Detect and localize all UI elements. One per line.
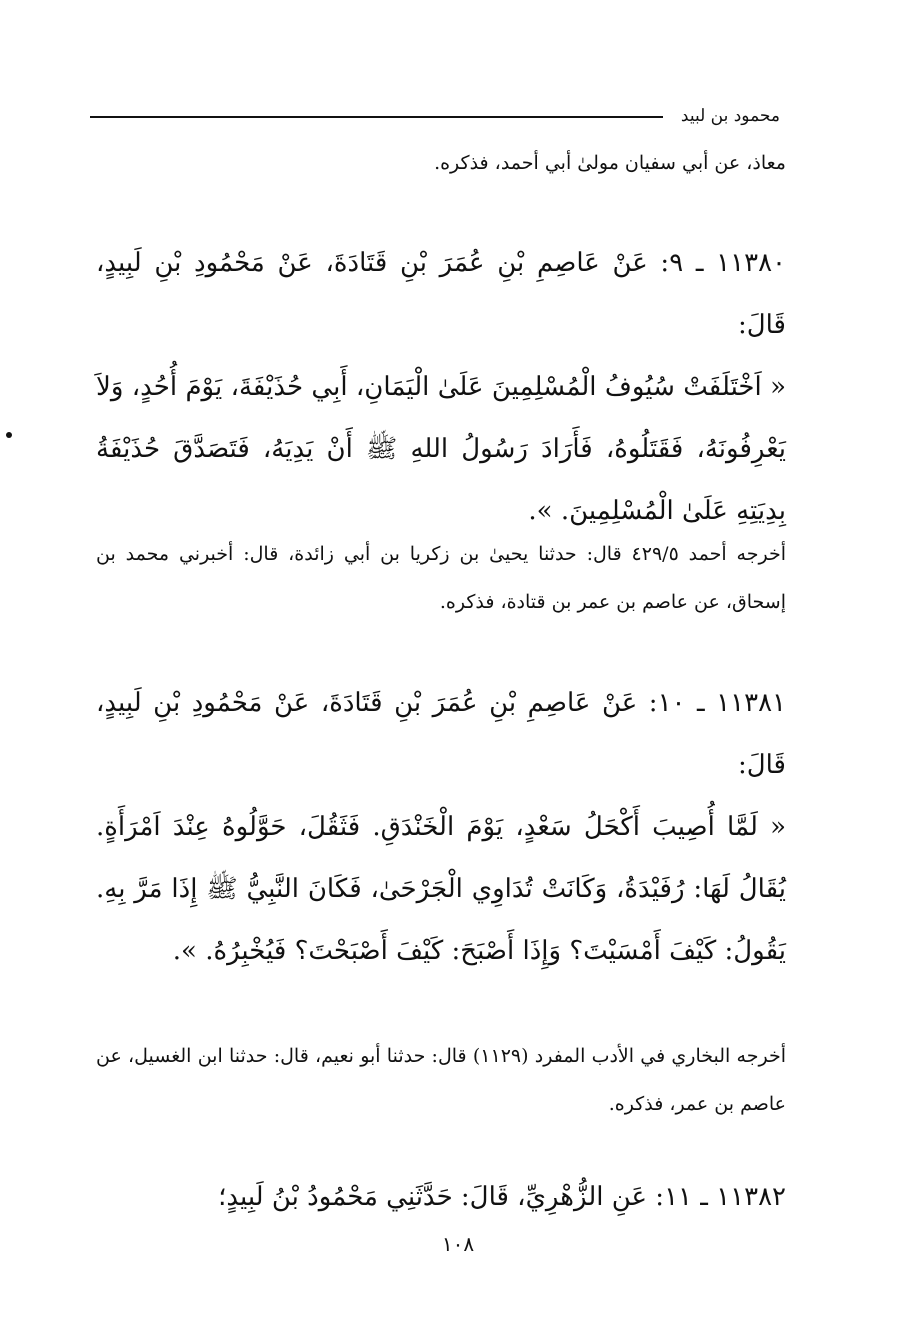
hadith-1380-text: « اَخْتَلَفَتْ سُيُوفُ الْمُسْلِمِينَ عَلَىٰ الْيَمَانِ، أَبِي حُذَيْفَةَ، يَوْمَ أُحُدٍ، وَلاَ يَعْرِفُونَهُ، فَقَتَلُوهُ، فَأَرَادَ رَسُولُ اللهِ ﷺ أَنْ يَدِيَهُ، فَتَصَدَّقَ حُذَيْفَةُ بِدِيَتِهِ عَلَىٰ الْمُسْلِمِينَ. ».	[96, 372, 787, 526]
continuation-block	[96, 140, 786, 186]
takhrij-1380	[96, 530, 786, 626]
hadith-1382-heading: ١١٣٨٢ ـ ١١: عَنِ الزُّهْرِيِّ، قَالَ: حَدَّثَنِي مَحْمُودُ بْنُ لَبِيدٍ؛	[218, 1182, 786, 1212]
margin-mark	[6, 432, 12, 438]
takhrij-1381	[96, 1032, 786, 1128]
hadith-1381-heading: ١١٣٨١ ـ ١٠: عَنْ عَاصِمِ بْنِ عُمَرَ بْنِ قَتَادَةَ، عَنْ مَحْمُودِ بْنِ لَبِيدٍ، قَالَ:	[96, 688, 786, 780]
running-header	[90, 98, 780, 134]
hadith-1381	[96, 672, 786, 982]
hadith-1380	[96, 232, 786, 542]
takhrij-1380-text: أخرجه أحمد ٤٢٩/٥ قال: حدثنا يحيىٰ بن زكريا بن أبي زائدة، قال: أخبرني محمد بن إسحاق، عن عاصم بن عمر بن قتادة، فذكره.	[96, 543, 786, 613]
hadith-1381-text: « لَمَّا أُصِيبَ أَكْحَلُ سَعْدٍ، يَوْمَ الْخَنْدَقِ. فَثَقُلَ، حَوَّلُوهُ عِنْدَ اَمْرَأَةٍ. يُقَالُ لَهَا: رُفَيْدَةُ، وَكَانَتْ تُدَاوِي الْجَرْحَىٰ، فَكَانَ النَّبِيُّ ﷺ إِذَا مَرَّ بِهِ. يَقُولُ: كَيْفَ أَمْسَيْتَ؟ وَإِذَا أَصْبَحَ: كَيْفَ أَصْبَحْتَ؟ فَيُخْبِرُهُ. ».	[96, 812, 786, 966]
takhrij-1381-text: أخرجه البخاري في الأدب المفرد (١١٢٩) قال: حدثنا أبو نعيم، قال: حدثنا ابن الغسيل، عن عاصم بن عمر، فذكره.	[96, 1045, 786, 1115]
continuation-text: معاذ، عن أبي سفيان مولىٰ أبي أحمد، فذكره.	[434, 152, 786, 174]
hadith-1380-heading: ١١٣٨٠ ـ ٩: عَنْ عَاصِمِ بْنِ عُمَرَ بْنِ قَتَادَةَ، عَنْ مَحْمُودِ بْنِ لَبِيدٍ، قَالَ:	[96, 248, 786, 340]
header-rule	[90, 116, 663, 118]
hadith-1382	[96, 1166, 786, 1228]
page-number: ١٠٨	[441, 1232, 475, 1256]
running-header-title: محمود بن لبيد	[680, 106, 780, 126]
